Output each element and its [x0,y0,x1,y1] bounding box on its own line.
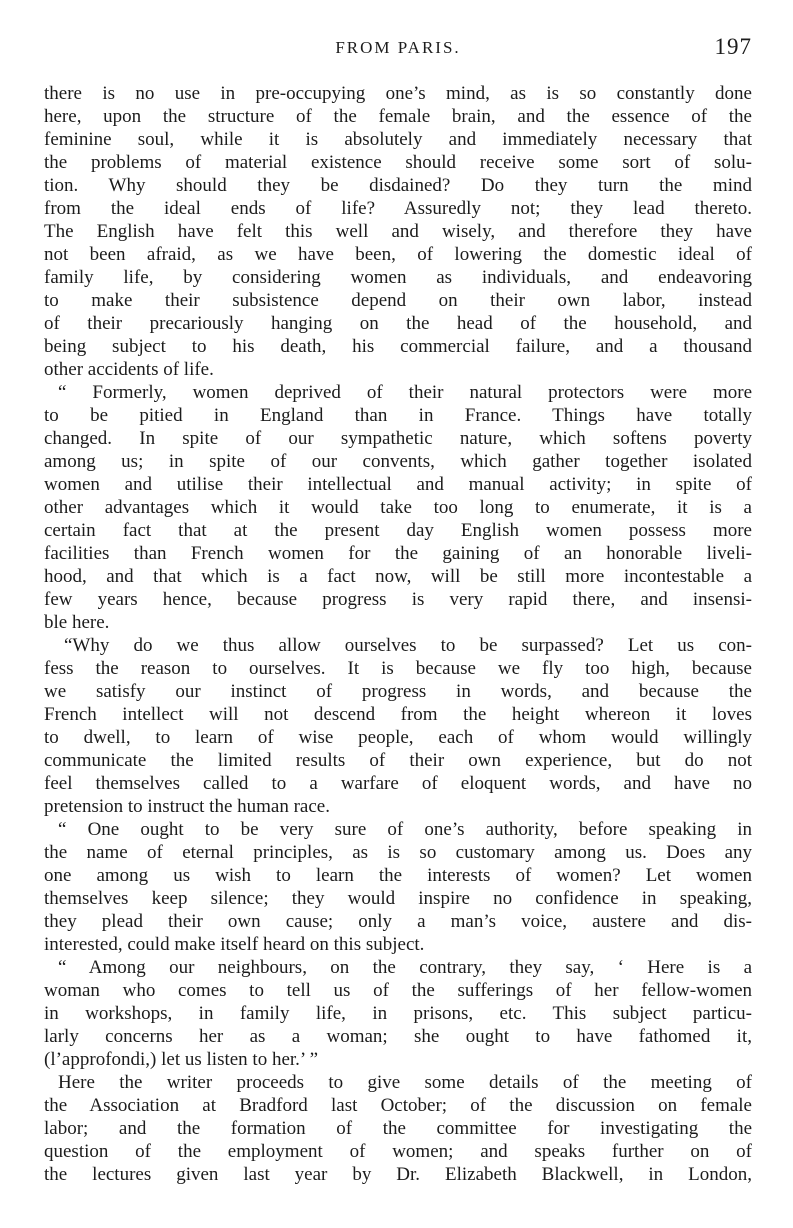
text-line: from the ideal ends of life? Assuredly not; they lead thereto. [44,198,752,219]
text-line: family life, by considering women as individuals, and endeavoring [44,267,752,288]
text-line: communicate the limited results of their own experience, but do not [44,750,752,771]
text-line: few years hence, because progress is very rapid there, and insensi- [44,589,752,610]
text-line: feel themselves called to a warfare of eloquent words, and have no [44,773,752,794]
text-line: to make their subsistence depend on their own labor, instead [44,290,752,311]
text-line: of their precariously hanging on the head of the household, and [44,313,752,334]
text-line: interested, could make itself heard on this subject. [44,934,425,955]
paragraph-start: “ Among our neighbours, on the contrary, they say, ‘ Here is a [58,957,752,978]
paragraph-start: “ One ought to be very sure of one’s authority, before speaking in [58,819,752,840]
text-line: other accidents of life. [44,359,214,380]
paragraph-start: “ Formerly, women deprived of their natural protectors were more [58,382,752,403]
text-line: other advantages which it would take too long to enumerate, it is a [44,497,752,518]
paragraph-start: Here the writer proceeds to give some details of the meeting of [58,1072,752,1093]
text-line: labor; and the formation of the committee for investigating the [44,1118,752,1139]
text-line: they plead their own cause; only a man’s voice, austere and dis- [44,911,752,932]
text-line: (l’approfondi,) let us listen to her.’ ” [44,1049,319,1070]
text-line: larly concerns her as a woman; she ought to have fathomed it, [44,1026,752,1047]
text-line: there is no use in pre-occupying one’s mind, as is so constantly done [44,83,752,104]
page-number: 197 [714,34,752,59]
text-line: themselves keep silence; they would inspire no confidence in speaking, [44,888,752,909]
text-line: French intellect will not descend from the height whereon it loves [44,704,752,725]
text-line: ble here. [44,612,110,633]
body-text [44,82,752,1186]
text-line: we satisfy our instinct of progress in words, and because the [44,681,752,702]
text-line: changed. In spite of our sympathetic nature, which softens poverty [44,428,752,449]
text-line: feminine soul, while it is absolutely and immediately necessary that [44,129,752,150]
text-line: tion. Why should they be disdained? Do they turn the mind [44,175,752,196]
text-line: not been afraid, as we have been, of lowering the domestic ideal of [44,244,752,265]
text-line: the problems of material existence should receive some sort of solu- [44,152,752,173]
text-line: among us; in spite of our convents, which gather together isolated [44,451,752,472]
text-line: one among us wish to learn the interests of women? Let women [44,865,752,886]
text-line: The English have felt this well and wisely, and therefore they have [44,221,752,242]
paragraph-start: “Why do we thus allow ourselves to be surpassed? Let us con- [64,635,752,656]
text-line: pretension to instruct the human race. [44,796,330,817]
text-line: in workshops, in family life, in prisons, etc. This subject particu- [44,1003,752,1024]
text-line: the Association at Bradford last October; of the discussion on female [44,1095,752,1116]
running-title: FROM PARIS. [335,38,461,57]
text-line: to be pitied in England than in France. Things have totally [44,405,752,426]
text-line: the name of eternal principles, as is so customary among us. Does any [44,842,752,863]
text-line: women and utilise their intellectual and manual activity; in spite of [44,474,752,495]
running-head [44,34,752,64]
text-line: hood, and that which is a fact now, will be still more incontestable a [44,566,752,587]
text-line: certain fact that at the present day English women possess more [44,520,752,541]
text-line: facilities than French women for the gaining of an honorable liveli- [44,543,752,564]
text-line: here, upon the structure of the female brain, and the essence of the [44,106,752,127]
text-line: fess the reason to ourselves. It is because we fly too high, because [44,658,752,679]
text-line: to dwell, to learn of wise people, each of whom would willingly [44,727,752,748]
text-line: the lectures given last year by Dr. Elizabeth Blackwell, in London, [44,1164,752,1185]
text-line: question of the employment of women; and speaks further on of [44,1141,752,1162]
text-line: woman who comes to tell us of the sufferings of her fellow-women [44,980,752,1001]
text-line: being subject to his death, his commercial failure, and a thousand [44,336,752,357]
